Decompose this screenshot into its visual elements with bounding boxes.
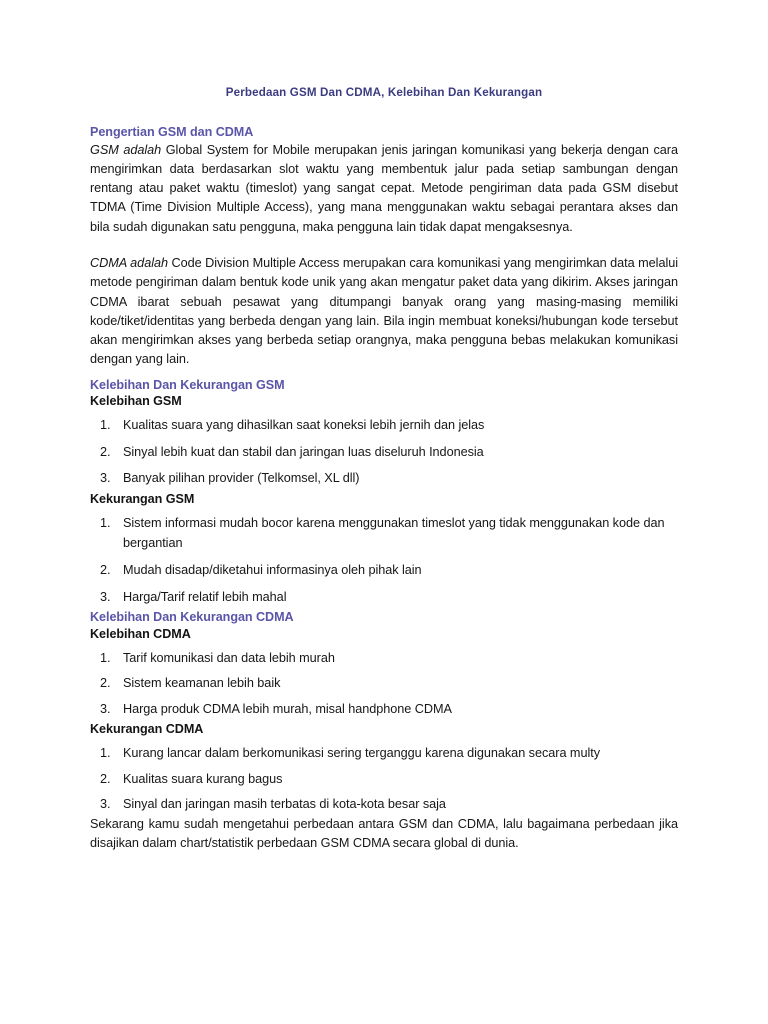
list-kekurangan-cdma — [90, 743, 678, 815]
list-item: Sinyal dan jaringan masih terbatas di kota-kota besar saja — [123, 797, 446, 812]
section-heading-gsm: Kelebihan Dan Kekurangan GSM — [90, 377, 285, 392]
paragraph-cdma-definition — [90, 254, 678, 370]
list-item: Kurang lancar dalam berkomunikasi sering terganggu karena digunakan secara multy — [123, 746, 600, 761]
list-item: Sinyal lebih kuat dan stabil dan jaringan luas diseluruh Indonesia — [123, 444, 484, 459]
list-item: Harga/Tarif relatif lebih mahal — [123, 589, 287, 604]
paragraph-gsm-definition — [90, 141, 678, 237]
list-item: Sistem informasi mudah bocor karena menggunakan timeslot yang tidak menggunakan kode dan bergantian — [123, 515, 665, 551]
list-item: Mudah disadap/diketahui informasinya oleh pihak lain — [123, 563, 422, 578]
cdma-term-italic: CDMA adalah — [90, 256, 168, 270]
section-heading-cdma: Kelebihan Dan Kekurangan CDMA — [90, 610, 294, 625]
list-item: Sistem keamanan lebih baik — [123, 676, 281, 691]
cdma-definition-text: Code Division Multiple Access merupakan cara komunikasi yang mengirimkan data melalui metode pengiriman dalam bentuk kode unik yang akan mengatur paket data yang dikirim. Akses jaringan CDMA ibarat sebuah pesawat yang ditumpangi banyak orang yang masing-masing memiliki kode/tiket/identitas yang berbeda dengan yang lain. Bila ingin membuat koneksi/hubungan kode tersebut akan mengirimkan akses yang berbeda setiap orangnya, maka pengguna bebas melakukan komunikasi dengan yang lain. — [90, 256, 678, 367]
subheading-kekurangan-cdma: Kekurangan CDMA — [90, 722, 204, 737]
list-item: Tarif komunikasi dan data lebih murah — [123, 650, 335, 665]
gsm-definition-text: Global System for Mobile merupakan jenis jaringan komunikasi yang bekerja dengan cara mengirimkan data berdasarkan slot waktu yang membentuk jalur pada setiap sambungan dengan rentang atau paket waktu (timeslot) yang sangat cepat. Metode pengiriman data pada GSM disebut TDMA (Time Division Multiple Access), yang mana menggunakan waktu sebagai perantara akses dan bila sudah digunakan satu pengguna, maka pengguna lain tidak dapat mengaksesnya. — [90, 142, 678, 234]
spacer — [90, 370, 678, 377]
gsm-term-italic: GSM adalah — [90, 142, 162, 157]
list-item: Harga produk CDMA lebih murah, misal handphone CDMA — [123, 701, 452, 716]
subheading-kelebihan-cdma: Kelebihan CDMA — [90, 626, 191, 641]
section-heading-pengertian: Pengertian GSM dan CDMA — [90, 124, 254, 139]
subheading-kekurangan-gsm: Kekurangan GSM — [90, 492, 195, 506]
list-item: Kualitas suara yang dihasilkan saat koneksi lebih jernih dan jelas — [123, 418, 485, 433]
list-item: Banyak pilihan provider (Telkomsel, XL dll) — [123, 471, 360, 486]
list-kelebihan-cdma — [90, 648, 678, 720]
paragraph-closing: Sekarang kamu sudah mengetahui perbedaan antara GSM dan CDMA, lalu bagaimana perbedaan jika disajikan dalam chart/statistik perbedaan GSM CDMA secara global di dunia. — [90, 817, 678, 851]
page-title: Perbedaan GSM Dan CDMA, Kelebihan Dan Kekurangan — [225, 86, 543, 99]
subheading-kelebihan-gsm: Kelebihan GSM — [90, 394, 182, 409]
list-item: Kualitas suara kurang bagus — [123, 771, 283, 786]
list-kekurangan-gsm — [90, 513, 678, 607]
list-kelebihan-gsm — [90, 415, 678, 489]
